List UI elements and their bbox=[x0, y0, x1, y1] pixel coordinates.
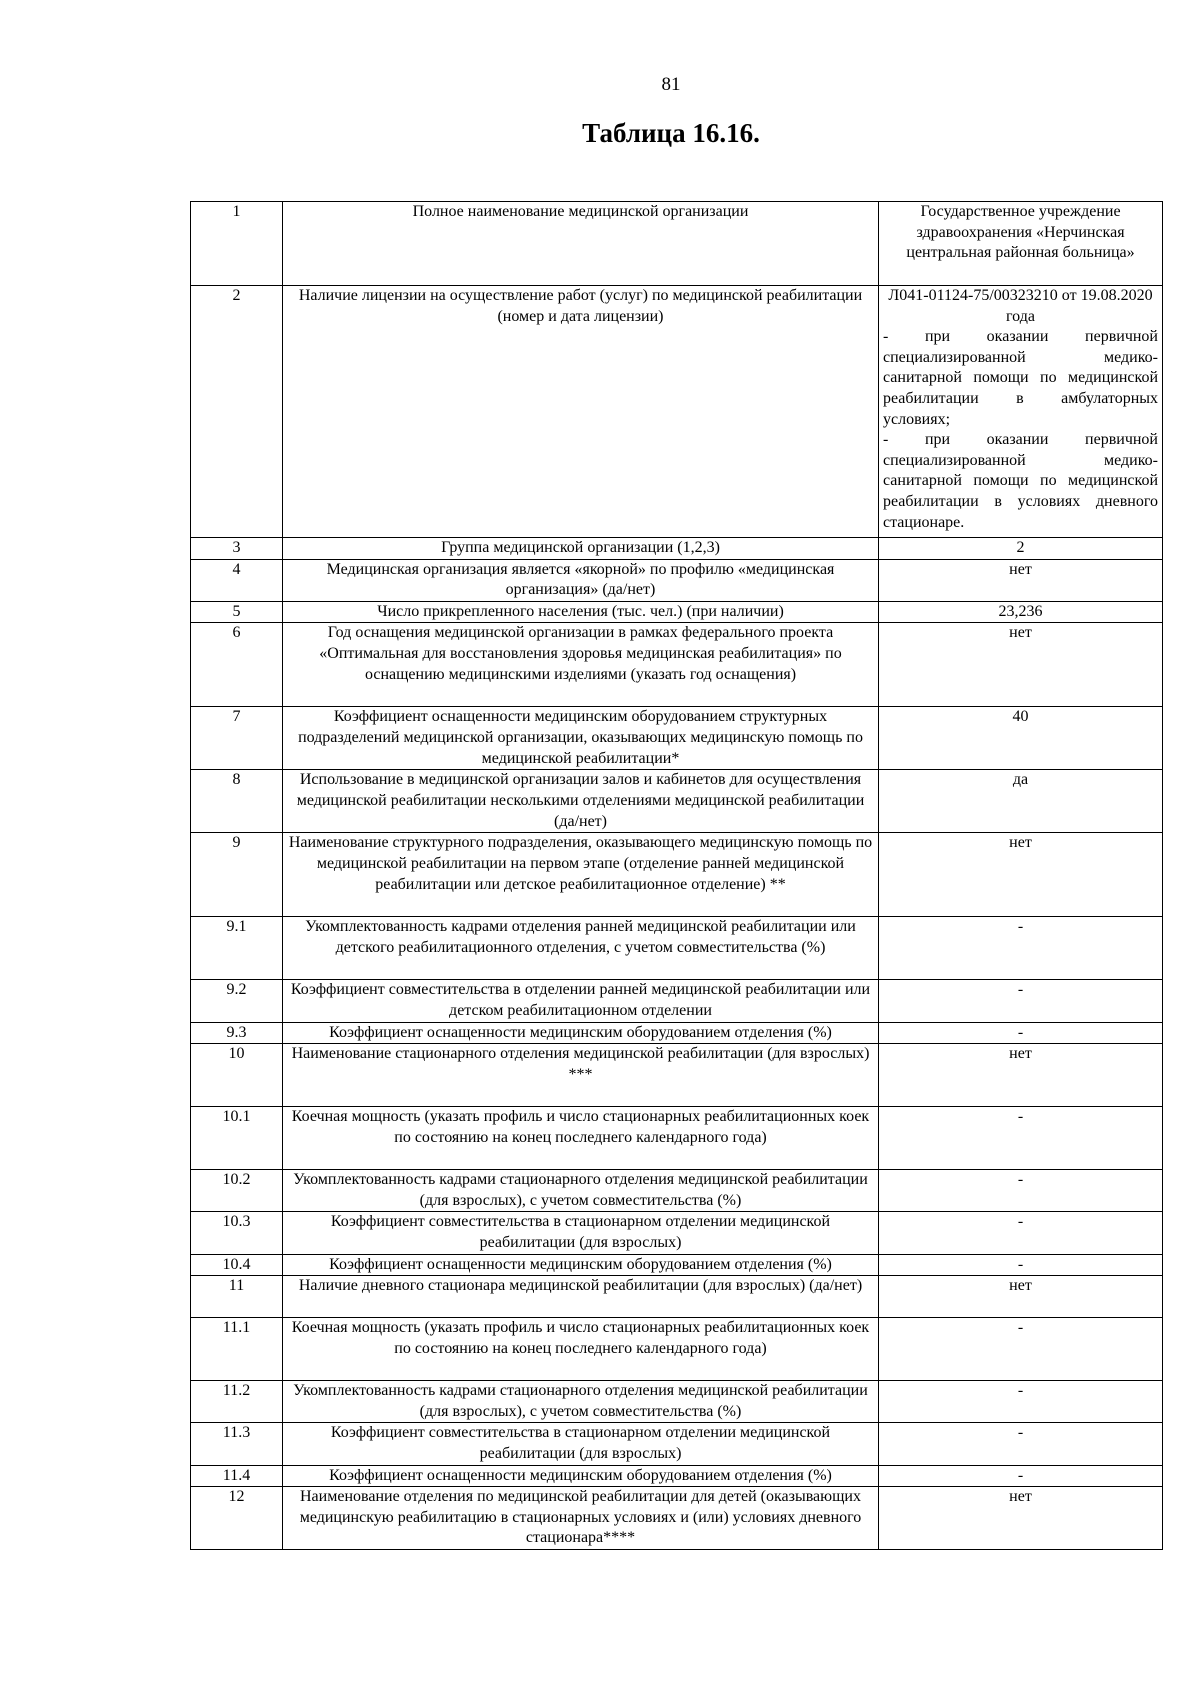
row-description: Коэффициент оснащенности медицинским оборудованием структурных подразделений медицинской организации, оказывающих медицинскую помощь по медицинской реабилитации* bbox=[283, 707, 879, 770]
row-number: 11.2 bbox=[191, 1381, 283, 1423]
row-description: Наличие дневного стационара медицинской реабилитации (для взрослых) (да/нет) bbox=[283, 1276, 879, 1318]
row-value: - bbox=[879, 1423, 1163, 1465]
row-number: 11.4 bbox=[191, 1465, 283, 1487]
table-row bbox=[191, 1487, 1163, 1550]
row-description: Медицинская организация является «якорной» по профилю «медицинская организация» (да/нет) bbox=[283, 559, 879, 601]
row-number: 6 bbox=[191, 623, 283, 707]
row-description: Укомплектованность кадрами отделения ранней медицинской реабилитации или детского реабилитационного отделения, с учетом совместительства (%) bbox=[283, 917, 879, 980]
table-row bbox=[191, 1170, 1163, 1212]
row-value: 23,236 bbox=[879, 601, 1163, 623]
row-value: - bbox=[879, 917, 1163, 980]
row-value: нет bbox=[879, 1276, 1163, 1318]
table-row bbox=[191, 1276, 1163, 1318]
license-scope-item: - при оказании первичной специализированной медико-санитарной помощи по медицинской реабилитации в условиях дневного стационаре. bbox=[883, 431, 1158, 531]
row-description: Наименование стационарного отделения медицинской реабилитации (для взрослых) *** bbox=[283, 1044, 879, 1107]
table-row bbox=[191, 623, 1163, 707]
row-number: 9.2 bbox=[191, 980, 283, 1022]
row-number: 5 bbox=[191, 601, 283, 623]
row-value: Государственное учреждение здравоохранения «Нерчинская центральная районная больница» bbox=[879, 202, 1163, 286]
row-value: нет bbox=[879, 623, 1163, 707]
table-row bbox=[191, 980, 1163, 1022]
table-row bbox=[191, 917, 1163, 980]
table-row bbox=[191, 1381, 1163, 1423]
row-value: нет bbox=[879, 833, 1163, 917]
row-description: Коэффициент оснащенности медицинским оборудованием отделения (%) bbox=[283, 1254, 879, 1276]
page-number: 81 bbox=[661, 74, 681, 95]
row-value: - bbox=[879, 1381, 1163, 1423]
row-value: - bbox=[879, 1254, 1163, 1276]
row-value: нет bbox=[879, 1044, 1163, 1107]
row-value: - bbox=[879, 1318, 1163, 1381]
table-row bbox=[191, 286, 1163, 538]
table-row bbox=[191, 1254, 1163, 1276]
table-row bbox=[191, 1465, 1163, 1487]
row-value: - bbox=[879, 980, 1163, 1022]
row-description: Наименование структурного подразделения, оказывающего медицинскую помощь по медицинской реабилитации на первом этапе (отделение ранней медицинской реабилитации или детское реабилитационное отделение) ** bbox=[283, 833, 879, 917]
row-description: Коечная мощность (указать профиль и число стационарных реабилитационных коек по состоянию на конец последнего календарного года) bbox=[283, 1318, 879, 1381]
table-row bbox=[191, 1212, 1163, 1254]
row-description: Группа медицинской организации (1,2,3) bbox=[283, 538, 879, 560]
medical-organization-table bbox=[190, 201, 1163, 1550]
row-value: - bbox=[879, 1107, 1163, 1170]
row-value: да bbox=[879, 770, 1163, 833]
row-value: 2 bbox=[879, 538, 1163, 560]
row-description: Год оснащения медицинской организации в рамках федерального проекта «Оптимальная для восстановления здоровья медицинская реабилитация» по оснащению медицинскими изделиями (указать год оснащения) bbox=[283, 623, 879, 707]
row-value: нет bbox=[879, 1487, 1163, 1550]
row-value: нет bbox=[879, 559, 1163, 601]
row-number: 10.2 bbox=[191, 1170, 283, 1212]
table-row bbox=[191, 1318, 1163, 1381]
row-value bbox=[879, 286, 1163, 538]
row-value: - bbox=[879, 1022, 1163, 1044]
row-value: - bbox=[879, 1170, 1163, 1212]
row-description: Коэффициент совместительства в отделении ранней медицинской реабилитации или детском реабилитационном отделении bbox=[283, 980, 879, 1022]
table-row bbox=[191, 1423, 1163, 1465]
row-number: 8 bbox=[191, 770, 283, 833]
row-description: Наличие лицензии на осуществление работ (услуг) по медицинской реабилитации (номер и дата лицензии) bbox=[283, 286, 879, 538]
table-row bbox=[191, 202, 1163, 286]
row-number: 11.1 bbox=[191, 1318, 283, 1381]
row-description: Коэффициент оснащенности медицинским оборудованием отделения (%) bbox=[283, 1465, 879, 1487]
row-description: Полное наименование медицинской организации bbox=[283, 202, 879, 286]
table-row bbox=[191, 538, 1163, 560]
table-row bbox=[191, 1107, 1163, 1170]
row-description: Наименование отделения по медицинской реабилитации для детей (оказывающих медицинскую реабилитацию в стационарных условиях и (или) условиях дневного стационара**** bbox=[283, 1487, 879, 1550]
table-row bbox=[191, 601, 1163, 623]
row-description: Коечная мощность (указать профиль и число стационарных реабилитационных коек по состоянию на конец последнего календарного года) bbox=[283, 1107, 879, 1170]
license-number: Л041-01124-75/00323210 от 19.08.2020 года bbox=[888, 287, 1153, 325]
row-number: 2 bbox=[191, 286, 283, 538]
license-scope-item: - при оказании первичной специализированной медико-санитарной помощи по медицинской реабилитации в амбулаторных условиях; bbox=[883, 328, 1158, 428]
row-description: Укомплектованность кадрами стационарного отделения медицинской реабилитации (для взрослых), с учетом совместительства (%) bbox=[283, 1381, 879, 1423]
row-number: 10 bbox=[191, 1044, 283, 1107]
table-row bbox=[191, 559, 1163, 601]
row-value: - bbox=[879, 1465, 1163, 1487]
table-row bbox=[191, 1044, 1163, 1107]
row-number: 9.1 bbox=[191, 917, 283, 980]
row-description: Коэффициент совместительства в стационарном отделении медицинской реабилитации (для взрослых) bbox=[283, 1423, 879, 1465]
row-number: 1 bbox=[191, 202, 283, 286]
table-row bbox=[191, 1022, 1163, 1044]
row-description: Коэффициент совместительства в стационарном отделении медицинской реабилитации (для взрослых) bbox=[283, 1212, 879, 1254]
table-row bbox=[191, 707, 1163, 770]
row-number: 3 bbox=[191, 538, 283, 560]
row-description: Коэффициент оснащенности медицинским оборудованием отделения (%) bbox=[283, 1022, 879, 1044]
row-number: 11 bbox=[191, 1276, 283, 1318]
row-number: 4 bbox=[191, 559, 283, 601]
row-description: Число прикрепленного населения (тыс. чел.) (при наличии) bbox=[283, 601, 879, 623]
table-row bbox=[191, 770, 1163, 833]
row-value: 40 bbox=[879, 707, 1163, 770]
row-number: 11.3 bbox=[191, 1423, 283, 1465]
row-value: - bbox=[879, 1212, 1163, 1254]
table-title: Таблица 16.16. bbox=[582, 118, 760, 148]
row-number: 10.4 bbox=[191, 1254, 283, 1276]
table-row bbox=[191, 833, 1163, 917]
row-description: Использование в медицинской организации залов и кабинетов для осуществления медицинской реабилитации несколькими отделениями медицинской реабилитации (да/нет) bbox=[283, 770, 879, 833]
row-description: Укомплектованность кадрами стационарного отделения медицинской реабилитации (для взрослых), с учетом совместительства (%) bbox=[283, 1170, 879, 1212]
row-number: 12 bbox=[191, 1487, 283, 1550]
row-number: 9 bbox=[191, 833, 283, 917]
row-number: 10.3 bbox=[191, 1212, 283, 1254]
row-number: 10.1 bbox=[191, 1107, 283, 1170]
row-number: 7 bbox=[191, 707, 283, 770]
row-number: 9.3 bbox=[191, 1022, 283, 1044]
